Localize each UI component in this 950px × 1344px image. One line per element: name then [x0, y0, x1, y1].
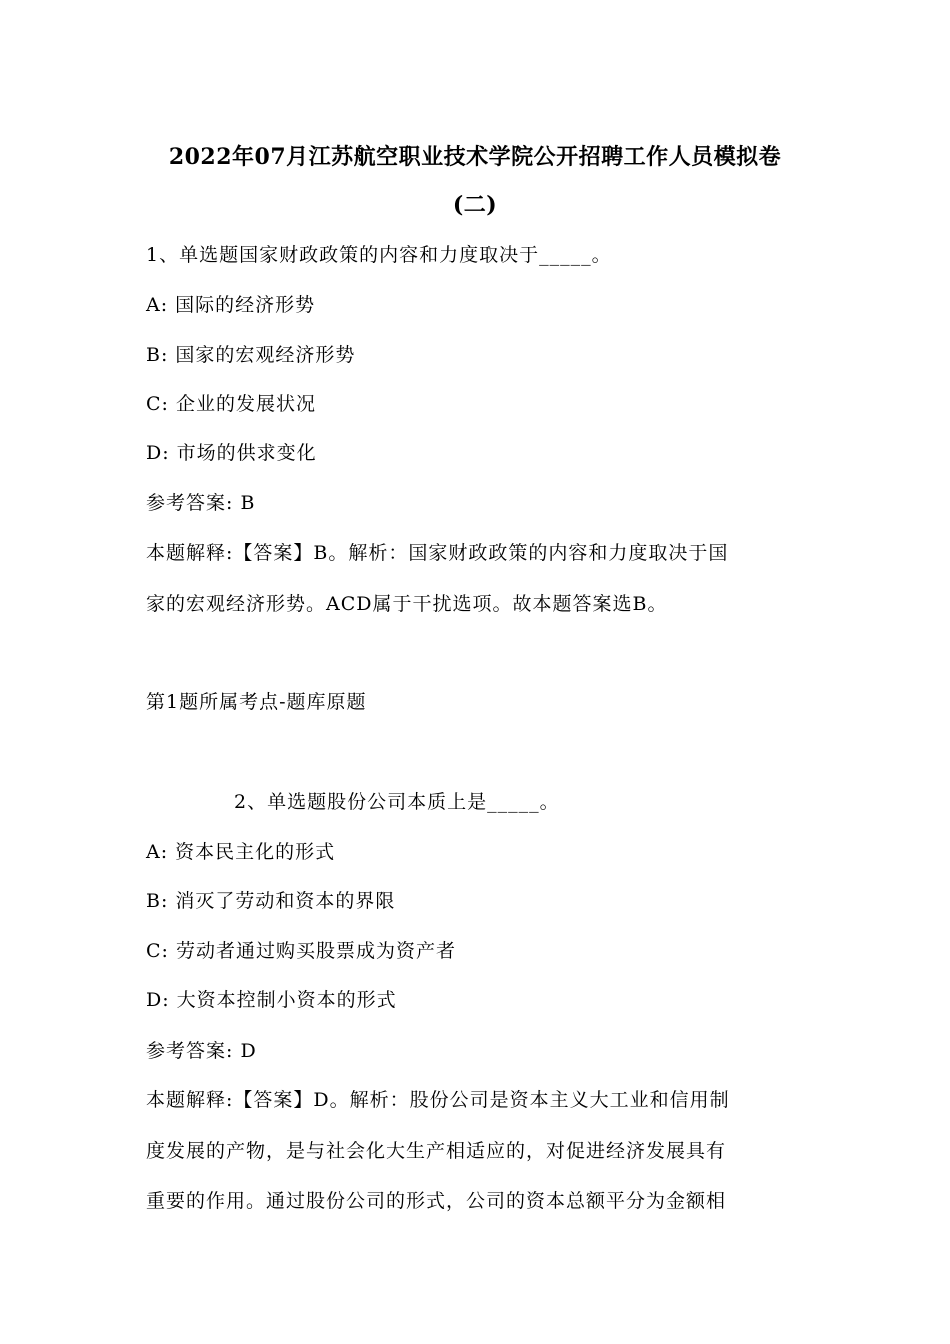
- question-2-option-c: C: 劳动者通过购买股票成为资产者: [146, 940, 456, 962]
- question-1-explanation-line-2: 家的宏观经济形势。ACD属于干扰选项。故本题答案选B。: [146, 593, 668, 615]
- question-2-explanation-line-3: 重要的作用。通过股份公司的形式，公司的资本总额平分为金额相: [146, 1190, 727, 1212]
- question-2-explanation-line-1: 本题解释:【答案】D。解析：股份公司是资本主义大工业和信用制: [146, 1089, 730, 1111]
- question-1-explanation-line-1: 本题解释:【答案】B。解析：国家财政政策的内容和力度取决于国: [146, 542, 729, 564]
- document-title-line-2: (二): [452, 192, 498, 218]
- question-2-option-d: D: 大资本控制小资本的形式: [146, 989, 397, 1011]
- question-1-option-b: B: 国家的宏观经济形势: [146, 344, 356, 366]
- question-1-answer: 参考答案: B: [146, 492, 256, 514]
- document-title-line-1: 2022年07月江苏航空职业技术学院公开招聘工作人员模拟卷: [168, 144, 782, 170]
- question-1-option-d: D: 市场的供求变化: [146, 442, 317, 464]
- question-2-option-b: B: 消灭了劳动和资本的界限: [146, 890, 396, 912]
- question-1-source: 第1题所属考点-题库原题: [146, 691, 367, 713]
- question-2-stem: 2、单选题股份公司本质上是_____。: [234, 791, 560, 813]
- question-1-stem: 1、单选题国家财政政策的内容和力度取决于_____。: [146, 244, 612, 266]
- question-1-option-c: C: 企业的发展状况: [146, 393, 316, 415]
- question-2-option-a: A: 资本民主化的形式: [146, 841, 336, 863]
- question-2-answer: 参考答案: D: [146, 1040, 257, 1062]
- question-1-option-a: A: 国际的经济形势: [146, 294, 316, 316]
- question-2-explanation-line-2: 度发展的产物，是与社会化大生产相适应的，对促进经济发展具有: [146, 1140, 727, 1162]
